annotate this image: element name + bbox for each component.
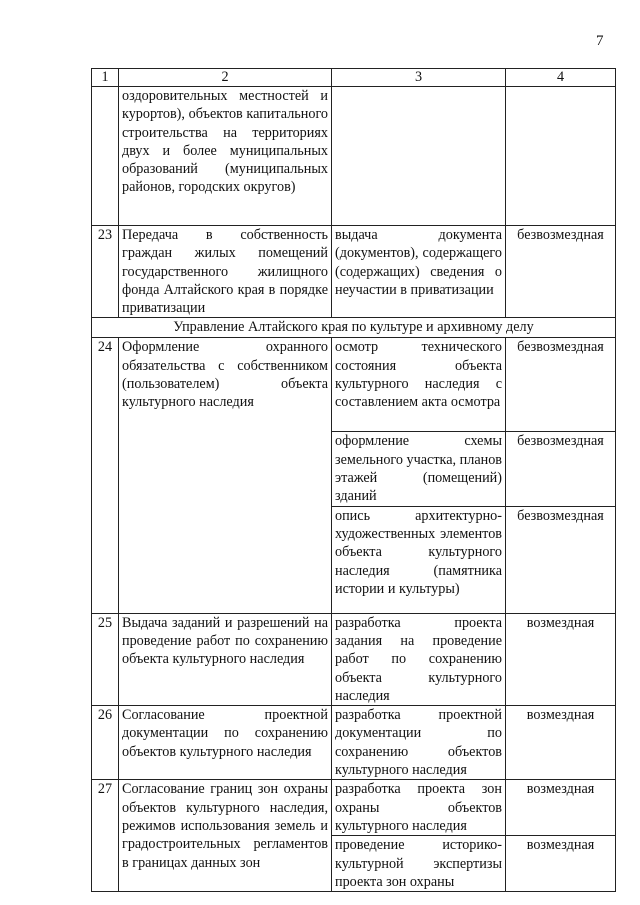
services-table bbox=[91, 68, 616, 892]
table-row bbox=[92, 706, 616, 780]
column-header: 1 bbox=[92, 69, 119, 87]
payment-type bbox=[506, 87, 616, 226]
required-service: выдача документа (документов), содержащего (содержащих) сведения о неучастии в приватизации bbox=[332, 226, 506, 318]
payment-type: возмездная bbox=[506, 836, 616, 892]
required-service: опись архитектурно-художественных элементов объекта культурного наследия (памятника истории и культуры) bbox=[332, 506, 506, 613]
row-number: 23 bbox=[92, 226, 119, 318]
payment-type: возмездная bbox=[506, 780, 616, 836]
service-name: оздоровительных местностей и курортов), объектов капитального строительства на территориях двух и более муниципальных образований (муниципальных районов, городских округов) bbox=[119, 87, 332, 226]
table-row bbox=[92, 87, 616, 226]
required-service: разработка проектной документации по сохранению объектов культурного наследия bbox=[332, 706, 506, 780]
payment-type: безвозмездная bbox=[506, 226, 616, 318]
service-name: Согласование проектной документации по сохранению объектов культурного наследия bbox=[119, 706, 332, 780]
required-service: проведение историко-культурной экспертизы проекта зон охраны bbox=[332, 836, 506, 892]
payment-type: безвозмездная bbox=[506, 338, 616, 432]
service-name: Оформление охранного обязательства с собственником (пользователем) объекта культурного наследия bbox=[119, 338, 332, 613]
table-row bbox=[92, 226, 616, 318]
row-number: 26 bbox=[92, 706, 119, 780]
page-number: 7 bbox=[596, 33, 604, 49]
service-name: Согласование границ зон охраны объектов культурного наследия, режимов использования земель и градостроительных регламентов в границах данных зон bbox=[119, 780, 332, 892]
section-title: Управление Алтайского края по культуре и архивному делу bbox=[92, 318, 616, 338]
table-header-row bbox=[92, 69, 616, 87]
row-number: 25 bbox=[92, 613, 119, 705]
required-service bbox=[332, 87, 506, 226]
row-number: 24 bbox=[92, 338, 119, 613]
column-header: 3 bbox=[332, 69, 506, 87]
required-service: оформление схемы земельного участка, планов этажей (помещений) зданий bbox=[332, 432, 506, 506]
payment-type: возмездная bbox=[506, 706, 616, 780]
required-service: разработка проекта зон охраны объектов культурного наследия bbox=[332, 780, 506, 836]
table-row bbox=[92, 780, 616, 836]
table-row bbox=[92, 338, 616, 432]
service-name: Передача в собственность граждан жилых помещений государственного жилищного фонда Алтайского края в порядке приватизации bbox=[119, 226, 332, 318]
payment-type: безвозмездная bbox=[506, 506, 616, 613]
payment-type: безвозмездная bbox=[506, 432, 616, 506]
required-service: разработка проекта задания на проведение работ по сохранению объекта культурного наследия bbox=[332, 613, 506, 705]
column-header: 4 bbox=[506, 69, 616, 87]
column-header: 2 bbox=[119, 69, 332, 87]
row-number bbox=[92, 87, 119, 226]
required-service: осмотр технического состояния объекта культурного наследия с составлением акта осмотра bbox=[332, 338, 506, 432]
table-row bbox=[92, 613, 616, 705]
service-name: Выдача заданий и разрешений на проведение работ по сохранению объекта культурного наследия bbox=[119, 613, 332, 705]
section-row bbox=[92, 318, 616, 338]
payment-type: возмездная bbox=[506, 613, 616, 705]
row-number: 27 bbox=[92, 780, 119, 892]
